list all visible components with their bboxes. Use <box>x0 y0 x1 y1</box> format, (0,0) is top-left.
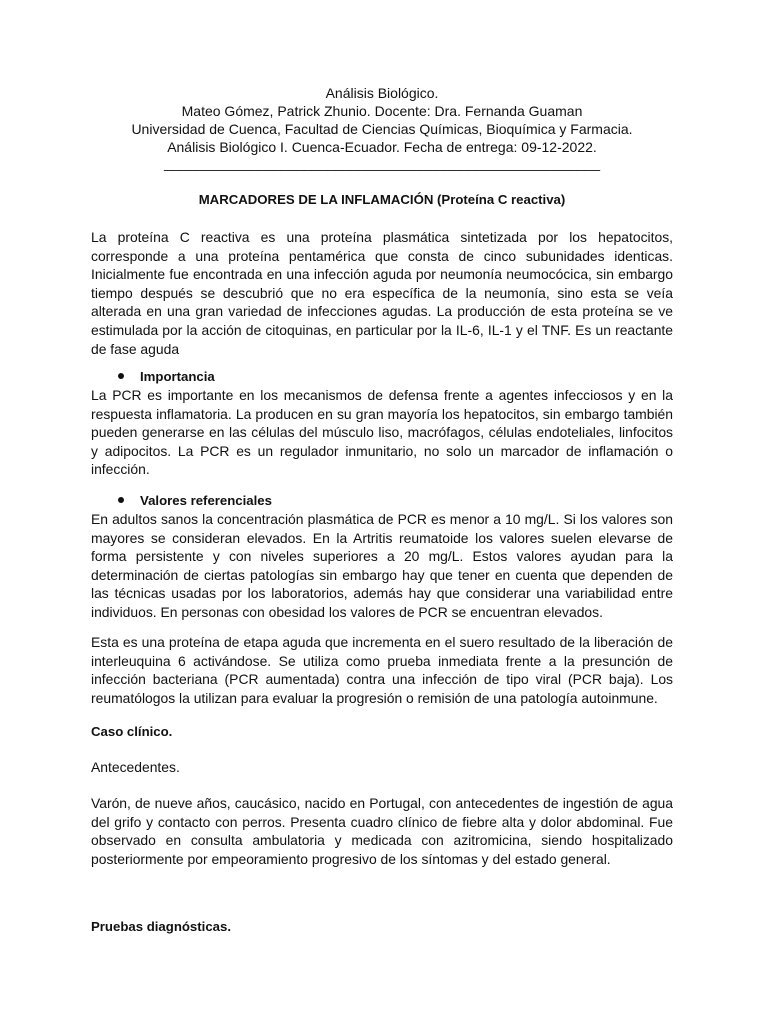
importancia-paragraph: La PCR es importante en los mecanismos de defensa frente a agentes infecciosos y en la respuesta inflamatoria. La producen en su gran mayoría los hepatocitos, sin embargo también pueden generarse en las células del músculo liso, macrófagos, células endoteliales, linfocitos y adipocitos. La PCR es un regulador inmunitario, no solo un marcador de inflamación o infección. <box>91 387 673 478</box>
etapa-paragraph: Esta es una proteína de etapa aguda que incrementa en el suero resultado de la liberación de interleuquina 6 activándose. Se utiliza como prueba inmediata frente a la presunción de infección bacteriana (PCR aumentada) contra una infección de tipo viral (PCR baja). Los reumatólogos la utilizan para evaluar la progresión o remisión de una patología autoinmune. <box>91 634 673 706</box>
document-header <box>91 84 673 170</box>
valores-paragraph: En adultos sanos la concentración plasmática de PCR es menor a 10 mg/L. Si los valores son mayores se consideran elevados. En la Artritis reumatoide los valores suelen elevarse de forma persistente y con niveles superiores a 20 mg/L. Estos valores ayudan para la determinación de ciertas patologías sin embargo hay que tener en cuenta que dependen de las técnicas usadas por los laboratorios, además hay que considerar una variabilidad entre individuos. En personas con obesidad los valores de PCR se encuentran elevados. <box>91 511 673 620</box>
caso-clinico-heading: Caso clínico. <box>91 724 173 739</box>
header-course-date: Análisis Biológico I. Cuenca-Ecuador. Fecha de entrega: 09-12-2022. <box>167 139 597 155</box>
header-subject: Análisis Biológico. <box>325 85 439 101</box>
bullet-icon <box>118 497 124 503</box>
antecedentes-paragraph: Varón, de nueve años, caucásico, nacido en Portugal, con antecedentes de ingestión de agua del grifo y contacto con perros. Presenta cuadro clínico de fiebre alta y dolor abdominal. Fue observado en consulta ambulatoria y medicada con azitromicina, siendo hospitalizado posteriormente por empeoramiento progresivo de los síntomas y del estado general. <box>91 795 673 867</box>
importancia-heading <box>118 369 215 384</box>
valores-heading-label: Valores referenciales <box>140 493 272 508</box>
intro-paragraph: La proteína C reactiva es una proteína plasmática sintetizada por los hepatocitos, corresponde a una proteína pentamérica que consta de cinco subunidades identicas. Inicialmente fue encontrada en una infección aguda por neumonía neumocócica, sin embargo tiempo después se descubrió que no era específica de la neumonía, sino esta se veía alterada en una gran variedad de infecciones agudas. La producción de esta proteína se ve estimulada por la acción de citoquinas, en particular por la IL-6, IL-1 y el TNF. Es un reactante de fase aguda <box>91 229 673 357</box>
importancia-heading-label: Importancia <box>140 369 215 384</box>
header-authors: Mateo Gómez, Patrick Zhunio. Docente: Dra. Fernanda Guaman <box>181 103 583 119</box>
valores-heading <box>118 493 272 508</box>
antecedentes-label: Antecedentes. <box>91 759 180 775</box>
pruebas-diagnosticas-heading: Pruebas diagnósticas. <box>91 919 231 934</box>
header-institution: Universidad de Cuenca, Facultad de Ciencias Químicas, Bioquímica y Farmacia. <box>131 121 633 137</box>
document-title: MARCADORES DE LA INFLAMACIÓN (Proteína C reactiva) <box>198 192 566 207</box>
bullet-icon <box>118 373 124 379</box>
header-rule: ________________________________________________________ <box>163 155 601 171</box>
